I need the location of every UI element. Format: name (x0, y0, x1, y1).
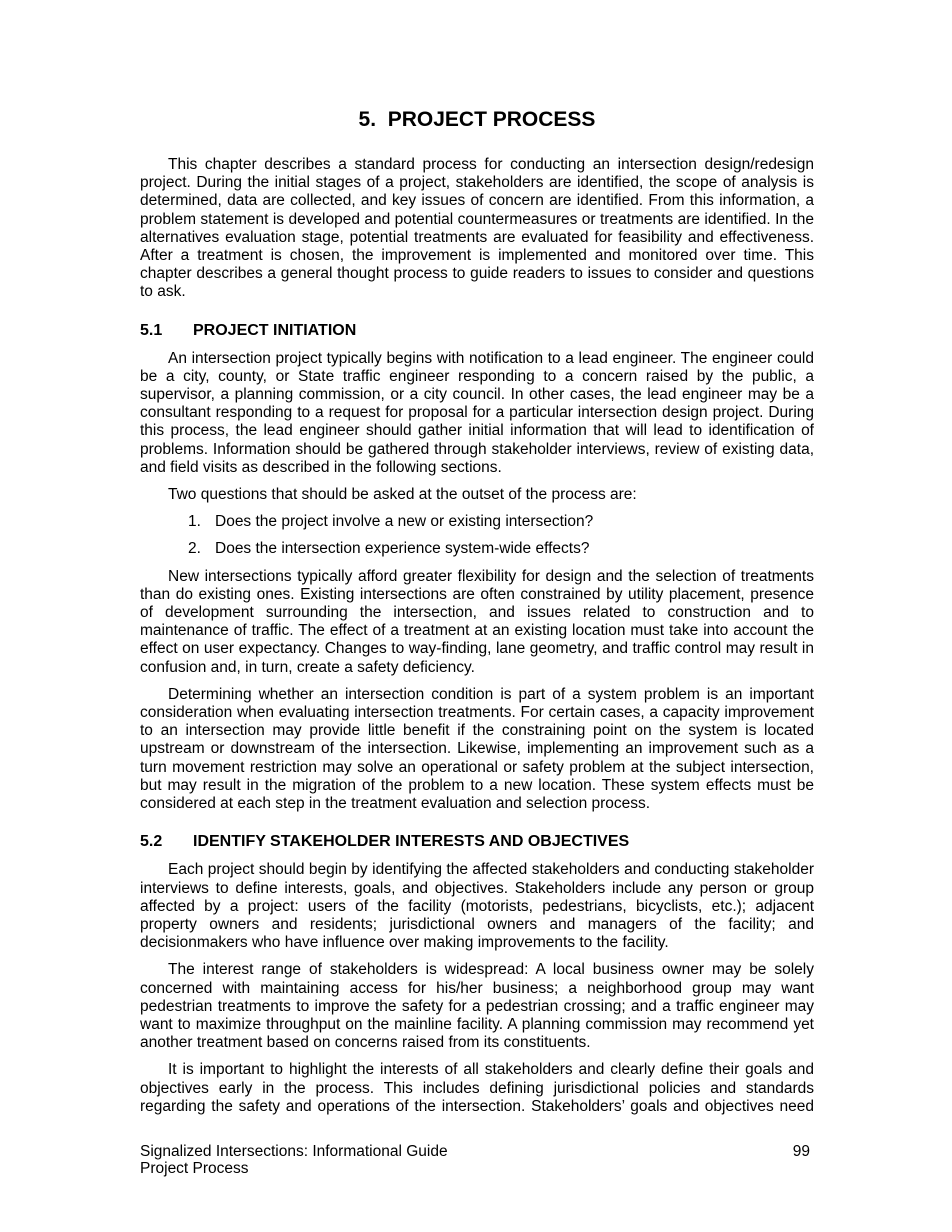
section-heading-5-1 (140, 321, 814, 340)
paragraph-initiation: An intersection project typically begins with notification to a lead engineer. The engineer could be a city, county, or State traffic engineer responding to a concern raised by the public, a supervisor, a planning commission, or a city council. In other cases, the lead engineer may be a consultant responding to a request for proposal for a particular intersection design project. During this process, the lead engineer should gather initial information that will lead to identification of problems. Information should be gathered through stakeholder interviews, review of existing data, and field visits as described in the following sections. (140, 349, 814, 476)
list-item-text: Does the intersection experience system-wide effects? (215, 540, 590, 558)
paragraph-stakeholders-range: The interest range of stakeholders is widespread: A local business owner may be solely concerned with maintaining access for his/her business; a neighborhood group may want pedestrian treatments to improve the safety for a pedestrian crossing; and a traffic engineer may want to maximize throughput on the mainline facility. A planning commission may recommend yet another treatment based on concerns raised from its constituents. (140, 961, 814, 1052)
list-item-text: Does the project involve a new or existing intersection? (215, 513, 594, 531)
list-item (140, 513, 814, 531)
list-item (140, 540, 814, 558)
footer-chapter-name: Project Process (140, 1160, 249, 1177)
page-content (140, 108, 814, 1125)
list-item-number: 2. (188, 540, 201, 558)
section-title: PROJECT INITIATION (193, 321, 357, 339)
paragraph-stakeholders-goals: It is important to highlight the interests of all stakeholders and clearly define their goals and objectives early in the process. This includes defining jurisdictional policies and standards regarding the safety and operations of the intersection. Stakeholders’ goals and objectives need (140, 1061, 814, 1115)
paragraph-new-existing: New intersections typically afford greater flexibility for design and the selection of treatments than do existing ones. Existing intersections are often constrained by utility placement, presence of development surrounding the intersection, and issues related to construction and to maintenance of traffic. The effect of a treatment at an existing location must take into account the effect on user expectancy. Changes to way-finding, lane geometry, and traffic control may result in confusion and, in turn, create a safety deficiency. (140, 567, 814, 676)
paragraph-questions-intro: Two questions that should be asked at the outset of the process are: (168, 486, 637, 504)
page-footer (140, 1143, 814, 1177)
page-title: 5. PROJECT PROCESS (358, 108, 596, 131)
paragraph-system-problem: Determining whether an intersection condition is part of a system problem is an important consideration when evaluating intersection treatments. For certain cases, a capacity improvement to an intersection may provide little benefit if the constraining point on the system is located upstream or downstream of the intersection. Likewise, implementing an improvement such as a turn movement restriction may solve an operational or safety problem at the subject intersection, but may result in the migration of the problem to a new location. These system effects must be considered at each step in the treatment evaluation and selection process. (140, 685, 814, 813)
section-number: 5.1 (140, 321, 163, 339)
section-number: 5.2 (140, 833, 163, 851)
section-title: IDENTIFY STAKEHOLDER INTERESTS AND OBJECTIVES (193, 833, 630, 851)
footer-document-title: Signalized Intersections: Informational Guide (140, 1143, 448, 1160)
page-number: 99 (792, 1143, 810, 1160)
paragraph-intro: This chapter describes a standard process for conducting an intersection design/redesign project. During the initial stages of a project, stakeholders are identified, the scope of analysis is determined, data are collected, and key issues of concern are identified. From this information, a problem statement is developed and potential countermeasures or treatments are identified. In the alternatives evaluation stage, potential treatments are evaluated for feasibility and effectiveness. After a treatment is chosen, the improvement is implemented and monitored over time. This chapter describes a general thought process to guide readers to issues to consider and questions to ask. (140, 156, 814, 301)
list-item-number: 1. (188, 513, 201, 531)
paragraph-stakeholders-identify: Each project should begin by identifying the affected stakeholders and conducting stakeholder interviews to define interests, goals, and objectives. Stakeholders include any person or group affected by a project: users of the facility (motorists, pedestrians, bicyclists, etc.); adjacent property owners and residents; jurisdictional owners and managers of the facility; and decisionmakers who have influence over making improvements to the facility. (140, 861, 814, 952)
ordered-list (140, 513, 814, 558)
section-heading-5-2 (140, 832, 814, 851)
